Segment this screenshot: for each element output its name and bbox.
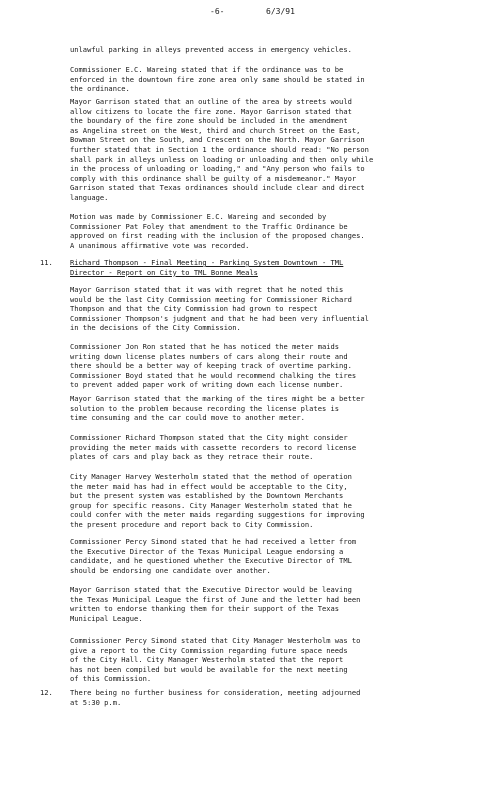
text-line: Mayor Garrison stated that the marking of the tires might be a better (70, 394, 365, 403)
paragraph-p_garrison3 (70, 394, 468, 423)
text-line: in the decisions of the City Commission. (70, 323, 241, 333)
item-number: 12. (40, 688, 53, 697)
text-line: the boundary of the fire zone should be included in the amendment (70, 116, 348, 126)
text-line: Commissioner E.C. Wareing stated that if the ordinance was to be (70, 65, 344, 74)
text-line: Commissioner Pat Foley that amendment to the Traffic Ordinance be (70, 221, 348, 231)
text-line: Commissioner Jon Ron stated that he has noticed the meter maids (70, 342, 340, 351)
text-line: City Manager Harvey Westerholm stated that the method of operation (70, 472, 352, 481)
text-line: providing the meter maids with cassette recorders to record license (70, 442, 357, 452)
text-line: solution to the problem because recording the license plates is (70, 403, 340, 413)
text-line: group for specific reasons. City Manager Westerholm stated that he (70, 500, 352, 510)
text-line: language. (70, 192, 109, 202)
text-line: Garrison stated that Texas ordinances should include clear and direct (70, 183, 365, 193)
text-line: Commissioner Boyd stated that he would recommend chalking the tires (70, 370, 357, 380)
text-line: could confer with the meter maids regarding suggestions for improving (70, 510, 365, 520)
meeting-date: 6/3/91 (266, 7, 295, 16)
text-line: in the process of unloading or loading," and "Any person who fails to (70, 164, 365, 174)
text-line: the Executive Director of the Texas Municipal League endorsing a (70, 546, 344, 556)
paragraph-p_garrison1 (70, 97, 468, 203)
text-line: Bowman Street on the South, and Crescent on the North. Mayor Garrison (70, 135, 365, 145)
agenda-item-item11 (70, 258, 468, 277)
text-line: further stated that in Section 1 the ordinance should read: "No person (70, 144, 369, 154)
paragraph-p_cont (70, 45, 468, 55)
paragraph-p_garrison4 (70, 585, 468, 623)
text-line: Mayor Garrison stated that an outline of the area by streets would (70, 97, 352, 106)
text-line: Richard Thompson - Final Meeting - Parking System Downtown - TML (70, 258, 344, 267)
text-line: A unanimous affirmative vote was recorded. (70, 240, 250, 250)
paragraph-p_garrison2 (70, 285, 468, 333)
text-line: to prevent added paper work of writing down each license number. (70, 380, 344, 390)
paragraph-p_ron (70, 342, 468, 390)
text-line: approved on first reading with the inclusion of the proposed changes. (70, 231, 365, 241)
paragraph-p_simond2 (70, 636, 468, 684)
text-line: candidate, and he questioned whether the Executive Director of TML (70, 556, 352, 566)
text-line: plates of cars and play back as they retrace their route. (70, 452, 314, 462)
text-line: there should be a better way of keeping track of overtime parking. (70, 361, 352, 371)
paragraph-p_westerholm (70, 472, 468, 530)
text-line: unlawful parking in alleys prevented access in emergency vehicles. (70, 45, 352, 54)
text-line: Commissioner Percy Simond stated that City Manager Westerholm was to (70, 636, 361, 645)
text-line: Mayor Garrison stated that it was with regret that he noted this (70, 285, 344, 294)
text-line: Commissioner Richard Thompson stated that the City might consider (70, 433, 348, 442)
text-line: the meter maid has had in effect would be acceptable to the City, (70, 481, 348, 491)
paragraph-p_motion (70, 212, 468, 250)
text-line: would be the last City Commission meeting for Commissioner Richard (70, 294, 352, 304)
text-line: has not been compiled but would be available for the next meeting (70, 664, 348, 674)
text-line: Commissioner Percy Simond stated that he had received a letter from (70, 537, 357, 546)
text-line: Municipal League. (70, 613, 143, 623)
paragraph-p_simond (70, 537, 468, 575)
paragraph-p_wareing1 (70, 65, 468, 94)
page-header (0, 7, 486, 19)
text-line: There being no further business for consideration, meeting adjourned (70, 688, 361, 697)
paragraph-p_thompson (70, 433, 468, 462)
text-line: but the present system was established by the Downtown Merchants (70, 491, 344, 501)
text-line: enforced in the downtown fire zone area only same should be stated in (70, 74, 365, 84)
text-line: allow citizens to locate the fire zone. Mayor Garrison stated that (70, 106, 352, 116)
agenda-item-item12 (70, 688, 468, 707)
text-line: writing down license plates numbers of cars along their route and (70, 351, 348, 361)
text-line: give a report to the City Commission regarding future space needs (70, 645, 348, 655)
text-line: time consuming and the car could move to another meter. (70, 413, 305, 423)
text-line: Motion was made by Commissioner E.C. Wareing and seconded by (70, 212, 327, 221)
text-line: the ordinance. (70, 84, 130, 94)
text-line: comply with this ordinance shall be guilty of a misdemeanor." Mayor (70, 173, 357, 183)
text-line: Thompson and that the City Commission had grown to respect (70, 304, 318, 314)
text-line: as Angelina street on the West, third and church Street on the East, (70, 125, 361, 135)
text-line: at 5:30 p.m. (70, 697, 122, 707)
text-line: should be endorsing one candidate over another. (70, 565, 271, 575)
text-line: the Texas Municipal League the first of June and the letter had been (70, 594, 361, 604)
text-line: written to endorse thanking them for their support of the Texas (70, 604, 340, 614)
text-line: Commissioner Thompson's judgment and that he had been very influential (70, 313, 369, 323)
page-number: -6- (210, 7, 225, 16)
text-line: Mayor Garrison stated that the Executive Director would be leaving (70, 585, 352, 594)
text-line: of this Commission. (70, 674, 152, 684)
text-line: Director - Report on City to TML Bonne Meals (70, 267, 258, 277)
text-line: shall park in alleys unless on loading or unloading and then only while (70, 154, 374, 164)
text-line: of the City Hall. City Manager Westerholm stated that the report (70, 655, 344, 665)
item-number: 11. (40, 258, 53, 267)
text-line: the present procedure and report back to City Commission. (70, 519, 314, 529)
